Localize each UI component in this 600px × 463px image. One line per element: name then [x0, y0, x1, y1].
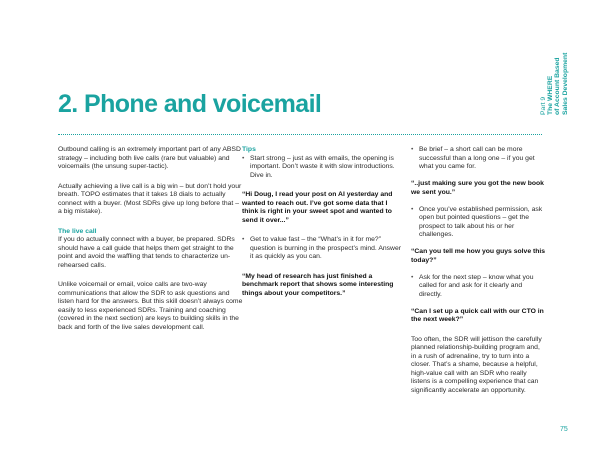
page-title: 2. Phone and voicemail	[58, 90, 322, 118]
tip-bullet: • Get to value fast – the “What’s in it for me?” question is burning in the prospect’s mind. Answer it as quickly as you can.	[242, 236, 404, 262]
column-middle	[242, 146, 404, 298]
example-quote: “Can you tell me how you guys solve this today?”	[411, 248, 546, 264]
example-quote: “Can I set up a quick call with our CTO in the next week?”	[411, 307, 544, 323]
page-number: 75	[560, 426, 568, 433]
tip-bullet: • Start strong – just as with emails, the opening is important. Don’t waste it with slow introductions. Dive in.	[242, 155, 404, 181]
live-call-heading: The live call	[58, 227, 97, 235]
column-left	[58, 146, 244, 332]
tip-bullet: • Once you’ve established permission, ask open but pointed questions – get the prospect to talk about his or her challenges.	[411, 206, 546, 240]
closing-paragraph: Too often, the SDR will jettison the carefully planned relationship-building program and, in a rush of adrenaline, try to turn into a closer. That’s a shame, because a helpful, high-value call with an SDR who really listens is a compelling experience that can significantly accelerate an opportunity.	[411, 335, 542, 394]
section-label	[540, 15, 568, 115]
voice-call-paragraph: Unlike voicemail or email, voice calls are two-way communications that allow the SDR to ask questions and listen hard for the answers. But this skill doesn’t always come easily to less experienced SDRs. Training and coaching (covered in the next section) are keys to building skills in the back and forth of the live sales development call.	[58, 281, 243, 331]
section-line-2: of Account Based	[554, 57, 562, 115]
intro-paragraph: Outbound calling is an extremely important part of any ABSD strategy – including both live calls (rare but valuable) and voicemails (the unsung super-tactic).	[58, 146, 241, 170]
live-call-paragraph: If you do actually connect with a buyer, be prepared. SDRs should have a call guide that helps them get straight to the point and avoid the waffling that tends to characterize un-rehearsed calls.	[58, 236, 235, 269]
section-line-3: Sales Development	[561, 52, 569, 115]
example-quote: “..just making sure you got the new book we sent you.”	[411, 180, 544, 196]
live-call-stat-paragraph: Actually achieving a live call is a big win – but don’t hold your breath. TOPO estimates that it takes 18 dials to actually connect with a buyer. (Most SDRs give up long before that – a big mistake).	[58, 182, 242, 215]
section-part: Part 9	[540, 96, 547, 115]
tip-bullet: • Be brief – a short call can be more successful than a long one – if you get what you came for.	[411, 146, 546, 172]
section-line-1: The WHERE	[547, 75, 555, 115]
example-quote: “My head of research has just finished a benchmark report that shows some interesting things about your competitors.”	[242, 272, 394, 297]
tip-bullet: • Ask for the next step – know what you called for and ask for it clearly and directly.	[411, 274, 546, 300]
tips-heading: Tips	[242, 146, 256, 153]
column-right	[411, 146, 546, 395]
example-quote: “Hi Doug, I read your post on AI yesterday and wanted to reach out. I’ve got some data that I think is right in your sweet spot and wanted to send it over...”	[242, 191, 393, 224]
title-divider	[58, 134, 542, 135]
